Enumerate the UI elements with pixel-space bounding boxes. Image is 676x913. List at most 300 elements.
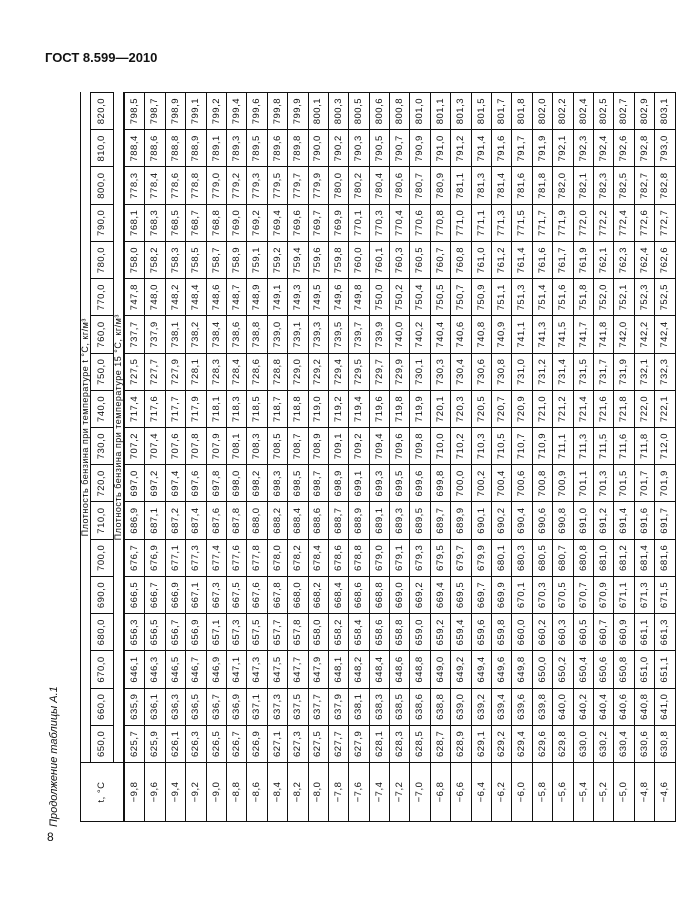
density-cell: 761,6 [532, 241, 552, 278]
density-cell: 749,5 [308, 279, 328, 316]
density-cell: 639,4 [492, 688, 512, 725]
density-cell: 769,6 [288, 204, 308, 241]
density-cell: 718,8 [288, 390, 308, 427]
density-cell: 708,9 [308, 428, 328, 465]
column-header: 740,0 [91, 390, 114, 427]
table-row [308, 93, 328, 822]
density-cell: 739,0 [267, 316, 287, 353]
density-cell: 769,2 [247, 204, 267, 241]
density-cell: 782,3 [593, 167, 613, 204]
density-cell: 768,8 [206, 204, 226, 241]
density-cell: 728,6 [247, 353, 267, 390]
density-cell: 801,3 [451, 93, 471, 130]
table-row [186, 93, 206, 822]
density-cell: 670,9 [593, 576, 613, 613]
density-cell: 778,8 [186, 167, 206, 204]
density-cell: 659,2 [430, 614, 450, 651]
density-cell: 637,1 [247, 688, 267, 725]
density-cell: 658,6 [369, 614, 389, 651]
density-cell: 666,5 [124, 576, 145, 613]
density-cell: 760,1 [369, 241, 389, 278]
density-cell: 648,6 [390, 651, 410, 688]
density-cell: 791,9 [532, 130, 552, 167]
density-cell: 802,5 [593, 93, 613, 130]
density-cell: 788,8 [165, 130, 185, 167]
density-cell: 749,1 [267, 279, 287, 316]
density-cell: 720,5 [471, 390, 491, 427]
density-cell: 687,2 [165, 502, 185, 539]
density-cell: 738,2 [186, 316, 206, 353]
density-cell: 740,6 [451, 316, 471, 353]
density-cell: 710,5 [492, 428, 512, 465]
density-cell: 688,9 [349, 502, 369, 539]
density-cell: 626,9 [247, 725, 267, 762]
density-cell: 762,1 [593, 241, 613, 278]
density-cell: 720,7 [492, 390, 512, 427]
density-cell: 677,1 [165, 539, 185, 576]
density-cell: 680,5 [532, 539, 552, 576]
density-cell: 711,5 [593, 428, 613, 465]
density-cell: 679,9 [471, 539, 491, 576]
density-cell: 719,2 [328, 390, 348, 427]
density-cell: 669,5 [451, 576, 471, 613]
density-cell: 791,2 [451, 130, 471, 167]
density-cell: 728,4 [226, 353, 246, 390]
table-row [349, 93, 369, 822]
density-cell: 628,9 [451, 725, 471, 762]
density-cell: 790,5 [369, 130, 389, 167]
density-cell: 740,0 [390, 316, 410, 353]
density-cell: 768,1 [124, 204, 145, 241]
density-cell: 717,6 [145, 390, 165, 427]
density-cell: 801,1 [430, 93, 450, 130]
density-cell: 650,6 [593, 651, 613, 688]
density-cell: 646,1 [124, 651, 145, 688]
density-cell: 650,4 [573, 651, 593, 688]
temperature-cell: −5,8 [532, 763, 552, 822]
temperature-cell: −9,6 [145, 763, 165, 822]
density-cell: 731,7 [593, 353, 613, 390]
density-cell: 647,1 [226, 651, 246, 688]
density-cell: 772,0 [573, 204, 593, 241]
density-cell: 799,2 [206, 93, 226, 130]
density-cell: 769,4 [267, 204, 287, 241]
density-cell: 788,4 [124, 130, 145, 167]
density-cell: 636,3 [165, 688, 185, 725]
density-cell: 656,3 [124, 614, 145, 651]
density-cell: 758,0 [124, 241, 145, 278]
density-cell: 690,6 [532, 502, 552, 539]
density-cell: 710,3 [471, 428, 491, 465]
density-cell: 650,8 [614, 651, 634, 688]
density-cell: 790,3 [349, 130, 369, 167]
temperature-cell: −8,6 [247, 763, 267, 822]
density-cell: 701,9 [655, 465, 675, 502]
density-cell: 738,6 [226, 316, 246, 353]
density-cell: 639,2 [471, 688, 491, 725]
temperature-cell: −7,0 [410, 763, 430, 822]
density-cell: 709,8 [410, 428, 430, 465]
density-cell: 730,8 [492, 353, 512, 390]
density-cell: 627,3 [288, 725, 308, 762]
density-cell: 729,2 [308, 353, 328, 390]
density-cell: 627,9 [349, 725, 369, 762]
density-cell: 730,1 [410, 353, 430, 390]
density-cell: 742,4 [655, 316, 675, 353]
density-cell: 760,7 [430, 241, 450, 278]
density-cell: 720,1 [430, 390, 450, 427]
density-cell: 660,5 [573, 614, 593, 651]
density-cell: 737,7 [124, 316, 145, 353]
density-cell: 751,8 [573, 279, 593, 316]
density-cell: 698,3 [267, 465, 287, 502]
density-cell: 780,7 [410, 167, 430, 204]
density-cell: 717,9 [186, 390, 206, 427]
density-cell: 721,4 [573, 390, 593, 427]
density-cell: 699,6 [410, 465, 430, 502]
density-cell: 721,8 [614, 390, 634, 427]
density-cell: 752,1 [614, 279, 634, 316]
density-cell: 636,5 [186, 688, 206, 725]
density-cell: 637,5 [288, 688, 308, 725]
density-cell: 731,0 [512, 353, 532, 390]
density-cell: 629,1 [471, 725, 491, 762]
density-cell: 681,2 [614, 539, 634, 576]
density-cell: 701,1 [573, 465, 593, 502]
density-cell: 770,8 [430, 204, 450, 241]
density-cell: 742,2 [634, 316, 654, 353]
density-cell: 667,1 [186, 576, 206, 613]
table-row [165, 93, 185, 822]
column-header: 720,0 [91, 465, 114, 502]
span-header-15: Плотность бензина при температуре 15 °С, кг/м³ [114, 93, 125, 763]
table-row [593, 93, 613, 822]
density-cell: 627,7 [328, 725, 348, 762]
density-cell: 719,9 [410, 390, 430, 427]
density-cell: 701,5 [614, 465, 634, 502]
density-cell: 740,4 [430, 316, 450, 353]
table-body [124, 93, 675, 822]
density-cell: 790,2 [328, 130, 348, 167]
density-cell: 738,8 [247, 316, 267, 353]
density-cell: 678,2 [288, 539, 308, 576]
density-cell: 659,4 [451, 614, 471, 651]
table-row [247, 93, 267, 822]
density-cell: 719,8 [390, 390, 410, 427]
density-cell: 769,9 [328, 204, 348, 241]
density-cell: 637,9 [328, 688, 348, 725]
density-cell: 638,1 [349, 688, 369, 725]
density-cell: 669,2 [410, 576, 430, 613]
density-cell: 677,3 [186, 539, 206, 576]
density-cell: 748,6 [206, 279, 226, 316]
column-header: 730,0 [91, 428, 114, 465]
density-cell: 740,2 [410, 316, 430, 353]
table-row [471, 93, 491, 822]
density-cell: 781,6 [512, 167, 532, 204]
density-cell: 671,5 [655, 576, 675, 613]
density-cell: 799,9 [288, 93, 308, 130]
density-cell: 768,3 [145, 204, 165, 241]
density-cell: 798,7 [145, 93, 165, 130]
density-cell: 727,9 [165, 353, 185, 390]
density-cell: 768,5 [165, 204, 185, 241]
density-cell: 789,5 [247, 130, 267, 167]
table-row [655, 93, 675, 822]
column-header: 820,0 [91, 93, 114, 130]
density-cell: 739,3 [308, 316, 328, 353]
density-cell: 640,6 [614, 688, 634, 725]
density-cell: 658,8 [390, 614, 410, 651]
density-cell: 760,3 [390, 241, 410, 278]
density-cell: 801,8 [512, 93, 532, 130]
temperature-cell: −7,4 [369, 763, 389, 822]
density-cell: 770,3 [369, 204, 389, 241]
density-cell: 732,3 [655, 353, 675, 390]
density-cell: 660,2 [532, 614, 552, 651]
density-cell: 719,4 [349, 390, 369, 427]
temperature-cell: −8,4 [267, 763, 287, 822]
density-cell: 647,5 [267, 651, 287, 688]
density-cell: 687,8 [226, 502, 246, 539]
density-cell: 709,1 [328, 428, 348, 465]
density-cell: 761,4 [512, 241, 532, 278]
density-cell: 668,8 [369, 576, 389, 613]
density-cell: 721,2 [553, 390, 573, 427]
density-cell: 717,7 [165, 390, 185, 427]
density-cell: 646,9 [206, 651, 226, 688]
density-cell: 629,8 [553, 725, 573, 762]
density-cell: 742,0 [614, 316, 634, 353]
density-cell: 780,6 [390, 167, 410, 204]
density-cell: 739,9 [369, 316, 389, 353]
density-cell: 747,8 [124, 279, 145, 316]
density-cell: 802,9 [634, 93, 654, 130]
density-cell: 741,7 [573, 316, 593, 353]
density-cell: 637,7 [308, 688, 328, 725]
density-cell: 700,0 [451, 465, 471, 502]
column-header: 750,0 [91, 353, 114, 390]
density-cell: 771,7 [532, 204, 552, 241]
density-cell: 727,7 [145, 353, 165, 390]
density-cell: 668,0 [288, 576, 308, 613]
density-cell: 709,2 [349, 428, 369, 465]
density-cell: 760,0 [349, 241, 369, 278]
density-cell: 709,6 [390, 428, 410, 465]
density-cell: 686,9 [124, 502, 145, 539]
density-cell: 687,6 [206, 502, 226, 539]
density-cell: 627,5 [308, 725, 328, 762]
column-header: 800,0 [91, 167, 114, 204]
density-cell: 799,8 [267, 93, 287, 130]
density-cell: 630,4 [614, 725, 634, 762]
density-cell: 791,0 [430, 130, 450, 167]
temperature-cell: −5,4 [573, 763, 593, 822]
density-cell: 749,3 [288, 279, 308, 316]
density-cell: 760,8 [451, 241, 471, 278]
density-cell: 748,2 [165, 279, 185, 316]
density-cell: 676,9 [145, 539, 165, 576]
density-cell: 752,3 [634, 279, 654, 316]
density-cell: 641,0 [655, 688, 675, 725]
density-cell: 711,6 [614, 428, 634, 465]
density-cell: 681,4 [634, 539, 654, 576]
density-cell: 669,4 [430, 576, 450, 613]
density-cell: 700,2 [471, 465, 491, 502]
density-cell: 679,3 [410, 539, 430, 576]
density-cell: 779,5 [267, 167, 287, 204]
density-cell: 739,5 [328, 316, 348, 353]
density-cell: 761,0 [471, 241, 491, 278]
density-cell: 681,6 [655, 539, 675, 576]
column-header-row [91, 93, 114, 822]
table-row [573, 93, 593, 822]
temperature-cell: −7,8 [328, 763, 348, 822]
density-cell: 739,7 [349, 316, 369, 353]
table-row [430, 93, 450, 822]
density-cell: 741,1 [512, 316, 532, 353]
density-cell: 729,9 [390, 353, 410, 390]
density-cell: 772,4 [614, 204, 634, 241]
density-cell: 780,0 [328, 167, 348, 204]
density-cell: 707,6 [165, 428, 185, 465]
density-cell: 751,3 [512, 279, 532, 316]
density-cell: 648,1 [328, 651, 348, 688]
density-cell: 789,3 [226, 130, 246, 167]
density-cell: 680,3 [512, 539, 532, 576]
density-cell: 670,5 [553, 576, 573, 613]
density-cell: 671,3 [634, 576, 654, 613]
density-cell: 769,0 [226, 204, 246, 241]
density-cell: 750,5 [430, 279, 450, 316]
table-row [390, 93, 410, 822]
column-header: 760,0 [91, 316, 114, 353]
document-header: ГОСТ 8.599—2010 [45, 50, 158, 65]
density-cell: 651,1 [655, 651, 675, 688]
density-cell: 729,4 [328, 353, 348, 390]
density-cell: 778,3 [124, 167, 145, 204]
column-header: 680,0 [91, 614, 114, 651]
density-cell: 691,2 [593, 502, 613, 539]
column-header: 690,0 [91, 576, 114, 613]
density-cell: 630,0 [573, 725, 593, 762]
density-cell: 748,4 [186, 279, 206, 316]
temperature-cell: −5,6 [553, 763, 573, 822]
density-cell: 667,3 [206, 576, 226, 613]
density-cell: 792,3 [573, 130, 593, 167]
density-cell: 646,3 [145, 651, 165, 688]
temperature-cell: −6,6 [451, 763, 471, 822]
density-cell: 772,2 [593, 204, 613, 241]
table-row [410, 93, 430, 822]
density-cell: 759,8 [328, 241, 348, 278]
density-cell: 800,8 [390, 93, 410, 130]
density-cell: 780,9 [430, 167, 450, 204]
density-cell: 707,4 [145, 428, 165, 465]
density-cell: 740,8 [471, 316, 491, 353]
density-cell: 720,3 [451, 390, 471, 427]
density-cell: 712,0 [655, 428, 675, 465]
density-cell: 678,8 [349, 539, 369, 576]
density-cell: 770,4 [390, 204, 410, 241]
density-cell: 789,8 [288, 130, 308, 167]
density-cell: 781,1 [451, 167, 471, 204]
density-cell: 660,0 [512, 614, 532, 651]
density-cell: 691,4 [614, 502, 634, 539]
density-cell: 791,7 [512, 130, 532, 167]
density-cell: 640,0 [553, 688, 573, 725]
density-cell: 687,1 [145, 502, 165, 539]
density-cell: 759,1 [247, 241, 267, 278]
density-cell: 689,1 [369, 502, 389, 539]
density-cell: 667,6 [247, 576, 267, 613]
density-cell: 657,8 [288, 614, 308, 651]
t-header: t, °С [81, 763, 125, 822]
density-cell: 649,8 [512, 651, 532, 688]
density-cell: 731,2 [532, 353, 552, 390]
density-cell: 751,1 [492, 279, 512, 316]
density-cell: 628,5 [410, 725, 430, 762]
density-cell: 730,4 [451, 353, 471, 390]
table-row [532, 93, 552, 822]
density-cell: 790,7 [390, 130, 410, 167]
density-cell: 738,4 [206, 316, 226, 353]
density-cell: 762,4 [634, 241, 654, 278]
density-cell: 779,9 [308, 167, 328, 204]
density-cell: 749,8 [349, 279, 369, 316]
density-cell: 659,8 [492, 614, 512, 651]
density-cell: 660,7 [593, 614, 613, 651]
density-cell: 657,7 [267, 614, 287, 651]
density-cell: 647,3 [247, 651, 267, 688]
density-cell: 781,3 [471, 167, 491, 204]
table-row [145, 93, 165, 822]
density-cell: 782,7 [634, 167, 654, 204]
density-cell: 729,7 [369, 353, 389, 390]
density-cell: 758,5 [186, 241, 206, 278]
density-cell: 771,0 [451, 204, 471, 241]
table-row [124, 93, 145, 822]
table-row [553, 93, 573, 822]
density-cell: 629,6 [532, 725, 552, 762]
density-cell: 697,6 [186, 465, 206, 502]
density-cell: 798,9 [165, 93, 185, 130]
density-cell: 701,3 [593, 465, 613, 502]
temperature-cell: −8,8 [226, 763, 246, 822]
density-cell: 678,6 [328, 539, 348, 576]
table-row [369, 93, 389, 822]
density-cell: 778,4 [145, 167, 165, 204]
temperature-cell: −9,2 [186, 763, 206, 822]
density-cell: 708,1 [226, 428, 246, 465]
density-cell: 741,8 [593, 316, 613, 353]
density-cell: 628,3 [390, 725, 410, 762]
density-cell: 720,9 [512, 390, 532, 427]
density-cell: 668,6 [349, 576, 369, 613]
density-cell: 626,7 [226, 725, 246, 762]
density-cell: 657,1 [206, 614, 226, 651]
density-cell: 687,4 [186, 502, 206, 539]
density-cell: 758,3 [165, 241, 185, 278]
density-cell: 759,4 [288, 241, 308, 278]
density-cell: 707,2 [124, 428, 145, 465]
density-cell: 761,2 [492, 241, 512, 278]
temperature-cell: −4,8 [634, 763, 654, 822]
density-cell: 782,1 [573, 167, 593, 204]
column-header: 650,0 [91, 725, 114, 762]
density-cell: 699,8 [430, 465, 450, 502]
density-cell: 691,7 [655, 502, 675, 539]
